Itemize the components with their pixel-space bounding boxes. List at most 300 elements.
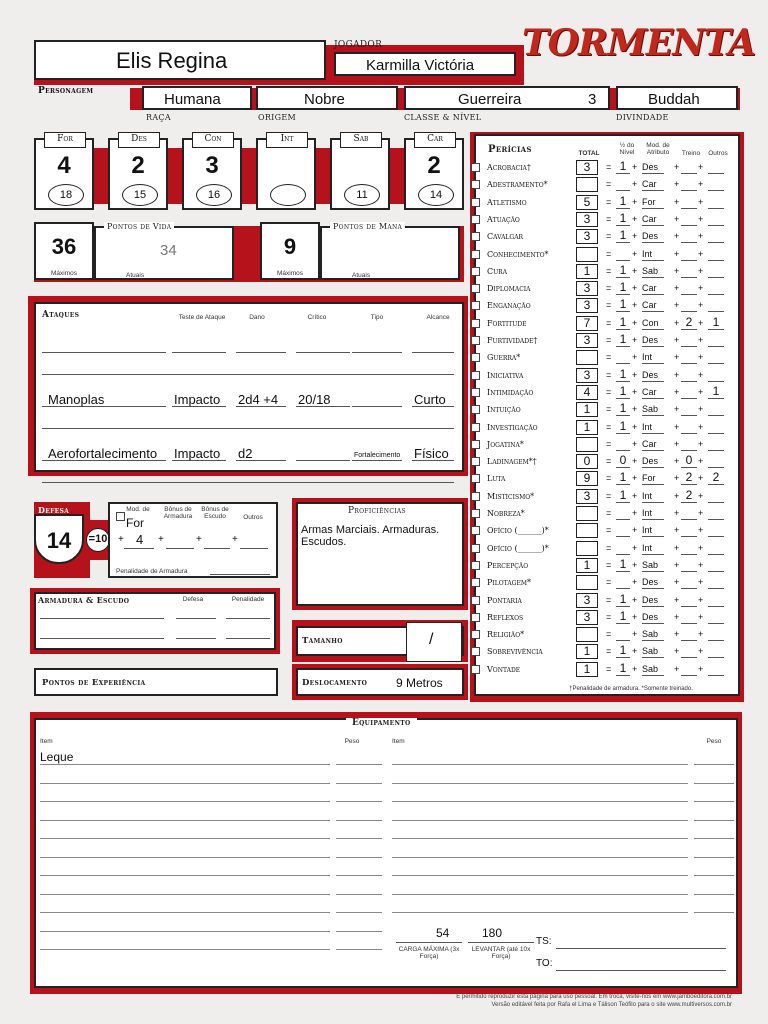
skill-equals: = — [606, 490, 612, 501]
skill-total[interactable] — [576, 627, 598, 642]
mp-label: Pontos de Mana — [330, 222, 405, 231]
skill-half-level[interactable]: 1 — [616, 333, 630, 347]
skill-others[interactable] — [708, 420, 724, 434]
equipment-right-line[interactable] — [392, 912, 688, 913]
equipment-right-line[interactable] — [392, 764, 688, 765]
skill-attribute[interactable]: Con — [642, 318, 664, 330]
skill-plus: + — [698, 386, 704, 397]
skill-attribute[interactable]: Sab — [642, 664, 664, 676]
equipment-right-weight-line[interactable] — [694, 783, 734, 784]
skill-half-level[interactable]: 1 — [616, 420, 630, 434]
skill-attribute[interactable]: Int — [642, 422, 664, 434]
attack-test[interactable]: Impacto — [174, 446, 221, 461]
skill-trained-checkbox[interactable] — [471, 198, 480, 207]
skill-training[interactable] — [681, 523, 697, 537]
attribute-score[interactable]: 15 — [122, 184, 158, 206]
skill-attribute[interactable]: Car — [642, 283, 664, 295]
skill-training[interactable] — [681, 420, 697, 434]
skill-trained-checkbox[interactable] — [471, 492, 480, 501]
skill-others[interactable] — [708, 558, 724, 572]
skill-half-level[interactable]: 1 — [616, 298, 630, 312]
skill-total[interactable] — [576, 506, 598, 521]
skill-half-level[interactable]: 1 — [616, 281, 630, 295]
equipment-left-weight-line[interactable] — [336, 912, 382, 913]
attack-range[interactable]: Físico — [414, 446, 449, 461]
attacks-col-damage: Dano — [249, 314, 265, 321]
skill-others[interactable] — [708, 454, 724, 468]
skill-trained-checkbox[interactable] — [471, 215, 480, 224]
equipment-right-line[interactable] — [392, 875, 688, 876]
skill-total[interactable]: 1 — [576, 558, 598, 573]
skill-others[interactable] — [708, 195, 724, 209]
skill-others[interactable] — [708, 229, 724, 243]
skill-half-level[interactable]: 0 — [616, 454, 630, 468]
skill-trained-checkbox[interactable] — [471, 509, 480, 518]
skill-total[interactable] — [576, 247, 598, 262]
skill-half-level[interactable] — [616, 523, 630, 537]
defense-box[interactable] — [34, 514, 84, 564]
skill-total[interactable]: 3 — [576, 489, 598, 504]
skill-plus: + — [632, 283, 638, 294]
skill-attribute[interactable]: Int — [642, 352, 664, 364]
skill-training[interactable]: 2 — [681, 489, 697, 503]
skill-total[interactable]: 3 — [576, 368, 598, 383]
skill-others[interactable] — [708, 264, 724, 278]
skill-training[interactable]: 2 — [681, 471, 697, 485]
skill-training[interactable] — [681, 264, 697, 278]
skill-plus: + — [674, 196, 680, 207]
skill-half-level[interactable]: 1 — [616, 264, 630, 278]
skill-half-level[interactable]: 1 — [616, 368, 630, 382]
attack-test[interactable]: Impacto — [174, 392, 221, 407]
skill-others[interactable] — [708, 575, 724, 589]
skill-trained-checkbox[interactable] — [471, 319, 480, 328]
skill-total[interactable]: 4 — [576, 385, 598, 400]
skill-total[interactable]: 3 — [576, 593, 598, 608]
skill-attribute[interactable]: Int — [642, 491, 664, 503]
movement-panel[interactable] — [296, 668, 464, 696]
skill-name: Enganação — [487, 301, 531, 311]
attribute-score[interactable]: 16 — [196, 184, 232, 206]
attack-field-line — [42, 352, 166, 353]
skill-total[interactable] — [576, 575, 598, 590]
skill-plus: + — [674, 629, 680, 640]
skill-trained-checkbox[interactable] — [471, 561, 480, 570]
armor-panel[interactable] — [34, 592, 276, 650]
equipment-right-line[interactable] — [392, 857, 688, 858]
skill-half-level[interactable]: 1 — [616, 471, 630, 485]
skill-attribute[interactable]: Int — [642, 508, 664, 520]
skill-training[interactable] — [681, 558, 697, 572]
equipment-left-line[interactable] — [40, 875, 330, 876]
skill-total[interactable]: 1 — [576, 402, 598, 417]
skill-trained-checkbox[interactable] — [471, 647, 480, 656]
skill-others[interactable] — [708, 489, 724, 503]
skill-plus: + — [632, 629, 638, 640]
origin-field[interactable] — [256, 86, 398, 110]
attribute-0[interactable] — [34, 134, 94, 210]
skill-training[interactable] — [681, 298, 697, 312]
skill-attribute[interactable]: For — [642, 197, 664, 209]
character-name-field[interactable] — [34, 40, 326, 80]
equipment-right-weight-line[interactable] — [694, 875, 734, 876]
attribute-1[interactable] — [108, 134, 168, 210]
skill-total[interactable]: 1 — [576, 420, 598, 435]
skill-training[interactable] — [681, 541, 697, 555]
skill-name: Sobrevivência — [487, 647, 543, 657]
skill-half-level[interactable] — [616, 541, 630, 555]
attribute-modifier: 2 — [131, 152, 145, 179]
race-field[interactable] — [142, 86, 252, 110]
attribute-3[interactable] — [256, 134, 316, 210]
equipment-right-line[interactable] — [392, 783, 688, 784]
skill-others[interactable]: 2 — [708, 471, 724, 485]
skill-plus: + — [698, 594, 704, 605]
skill-attribute[interactable]: For — [642, 473, 664, 485]
skill-training[interactable] — [681, 333, 697, 347]
skill-training[interactable] — [681, 437, 697, 451]
equipment-right-weight-line[interactable] — [694, 857, 734, 858]
equipment-left-line[interactable] — [40, 801, 330, 802]
skill-trained-checkbox[interactable] — [471, 596, 480, 605]
xp-panel[interactable] — [34, 668, 278, 696]
skill-others[interactable] — [708, 437, 724, 451]
equipment-right-line[interactable] — [392, 801, 688, 802]
attacks-panel — [34, 302, 464, 472]
skill-name: Atuação — [487, 214, 520, 224]
skill-half-level[interactable] — [616, 437, 630, 451]
skill-training[interactable] — [681, 402, 697, 416]
attribute-5[interactable] — [404, 134, 464, 210]
hp-max-label: Máximos — [50, 270, 77, 277]
skill-total[interactable] — [576, 350, 598, 365]
skill-others[interactable] — [708, 506, 724, 520]
attribute-4[interactable] — [330, 134, 390, 210]
skill-attribute[interactable]: Car — [642, 179, 664, 191]
skill-attribute[interactable]: Car — [642, 300, 664, 312]
equipment-left-weight-line[interactable] — [336, 801, 382, 802]
skill-attribute[interactable]: Des — [642, 370, 664, 382]
equipment-left-line[interactable] — [40, 764, 330, 765]
skill-training[interactable] — [681, 593, 697, 607]
skill-half-level[interactable]: 1 — [616, 489, 630, 503]
equipment-left-line[interactable] — [40, 949, 330, 950]
equipment-left-weight-line[interactable] — [336, 875, 382, 876]
attack-critical[interactable]: 20/18 — [298, 392, 331, 407]
equipment-right-weight-line[interactable] — [694, 801, 734, 802]
equipment-left-line[interactable] — [40, 894, 330, 895]
skill-trained-checkbox[interactable] — [471, 163, 480, 172]
skill-trained-checkbox[interactable] — [471, 665, 480, 674]
skill-others[interactable] — [708, 160, 724, 174]
skill-total[interactable]: 1 — [576, 264, 598, 279]
attribute-score[interactable] — [270, 184, 306, 206]
skill-training[interactable]: 2 — [681, 316, 697, 330]
skill-others[interactable]: 1 — [708, 385, 724, 399]
equipment-right-weight-line[interactable] — [694, 912, 734, 913]
skill-trained-checkbox[interactable] — [471, 526, 480, 535]
equipment-right-line[interactable] — [392, 838, 688, 839]
skill-trained-checkbox[interactable] — [471, 405, 480, 414]
attack-damage[interactable]: d2 — [238, 446, 253, 461]
skill-half-level[interactable] — [616, 247, 630, 261]
skill-half-level[interactable] — [616, 506, 630, 520]
skill-total[interactable] — [576, 541, 598, 556]
skill-plus: + — [698, 265, 704, 276]
skill-training[interactable] — [681, 662, 697, 676]
equipment-left-line[interactable] — [40, 912, 330, 913]
equipment-left-weight-line[interactable] — [336, 820, 382, 821]
skill-plus: + — [674, 508, 680, 518]
skill-attribute[interactable]: Des — [642, 612, 664, 624]
skill-plus: + — [674, 265, 680, 276]
skill-half-level[interactable] — [616, 627, 630, 641]
skill-others[interactable] — [708, 247, 724, 261]
skill-half-level[interactable]: 1 — [616, 195, 630, 209]
skill-trained-checkbox[interactable] — [471, 544, 480, 553]
skill-total[interactable]: 1 — [576, 644, 598, 659]
skill-training[interactable] — [681, 177, 697, 191]
skill-trained-checkbox[interactable] — [471, 474, 480, 483]
skill-total[interactable]: 0 — [576, 454, 598, 469]
skill-training[interactable] — [681, 281, 697, 295]
skill-total[interactable] — [576, 437, 598, 452]
skill-name: Pontaria — [487, 595, 522, 605]
skill-half-level[interactable]: 1 — [616, 212, 630, 226]
skill-half-level[interactable]: 1 — [616, 316, 630, 330]
size-panel[interactable] — [296, 626, 464, 656]
equipment-left-weight-line[interactable] — [336, 764, 382, 765]
attack-range[interactable]: Curto — [414, 392, 446, 407]
skill-others[interactable] — [708, 368, 724, 382]
skill-others[interactable] — [708, 350, 724, 364]
skill-training[interactable] — [681, 247, 697, 261]
skill-half-level[interactable]: 1 — [616, 558, 630, 572]
skill-total[interactable]: 5 — [576, 195, 598, 210]
attack-name[interactable]: Aerofortalecimento — [48, 446, 158, 461]
skill-trained-checkbox[interactable] — [471, 301, 480, 310]
skill-others[interactable] — [708, 644, 724, 658]
skill-others[interactable] — [708, 333, 724, 347]
skill-attribute[interactable]: Sab — [642, 560, 664, 572]
skill-trained-checkbox[interactable] — [471, 284, 480, 293]
skill-equals: = — [606, 265, 612, 276]
equipment-left-line[interactable] — [40, 838, 330, 839]
skill-trained-checkbox[interactable] — [471, 457, 480, 466]
skill-trained-checkbox[interactable] — [471, 578, 480, 587]
movement-label: Deslocamento — [302, 678, 368, 688]
size-value-box[interactable] — [406, 622, 462, 662]
skill-training[interactable]: 0 — [681, 454, 697, 468]
hp-max-box[interactable] — [34, 222, 94, 280]
skill-total[interactable]: 3 — [576, 333, 598, 348]
skill-training[interactable] — [681, 229, 697, 243]
skill-attribute[interactable]: Int — [642, 525, 664, 537]
attribute-score[interactable]: 18 — [48, 184, 84, 206]
equipment-left-weight-line[interactable] — [336, 783, 382, 784]
attribute-score[interactable]: 14 — [418, 184, 454, 206]
skill-attribute[interactable]: Sab — [642, 266, 664, 278]
skill-total[interactable]: 3 — [576, 229, 598, 244]
skill-half-level[interactable]: 1 — [616, 610, 630, 624]
skill-others[interactable] — [708, 177, 724, 191]
skill-total[interactable]: 1 — [576, 662, 598, 677]
skill-others[interactable] — [708, 402, 724, 416]
skill-attribute[interactable]: Des — [642, 595, 664, 607]
skill-half-level[interactable]: 1 — [616, 662, 630, 676]
skill-row — [470, 609, 742, 626]
skills-col-total: TOTAL — [578, 150, 600, 157]
skill-trained-checkbox[interactable] — [471, 440, 480, 449]
equipment-left-line[interactable] — [40, 783, 330, 784]
skill-training[interactable] — [681, 644, 697, 658]
size-value: / — [429, 631, 434, 648]
skill-total[interactable]: 3 — [576, 160, 598, 175]
skill-half-level[interactable]: 1 — [616, 160, 630, 174]
skill-trained-checkbox[interactable] — [471, 630, 480, 639]
skill-total[interactable]: 3 — [576, 610, 598, 625]
player-name-field[interactable] — [334, 52, 516, 76]
defense-checkbox[interactable] — [116, 512, 125, 521]
skill-others[interactable] — [708, 662, 724, 676]
skill-trained-checkbox[interactable] — [471, 371, 480, 380]
skill-trained-checkbox[interactable] — [471, 423, 480, 432]
equipment-left-weight-line[interactable] — [336, 931, 382, 932]
proficiency-text: Armas Marciais. Armaduras. Escudos. — [301, 524, 440, 548]
skill-attribute[interactable]: Des — [642, 577, 664, 589]
skill-others[interactable]: 1 — [708, 316, 724, 330]
skill-half-level[interactable] — [616, 575, 630, 589]
skill-total[interactable]: 7 — [576, 316, 598, 331]
skill-others[interactable] — [708, 593, 724, 607]
skill-training[interactable] — [681, 195, 697, 209]
equipment-right-weight-line[interactable] — [694, 838, 734, 839]
skill-training[interactable] — [681, 368, 697, 382]
attack-type[interactable]: Fortalecimento — [354, 452, 401, 459]
skill-row — [470, 401, 742, 418]
skill-half-level[interactable]: 1 — [616, 644, 630, 658]
skill-total[interactable]: 3 — [576, 212, 598, 227]
skill-training[interactable] — [681, 385, 697, 399]
skill-trained-checkbox[interactable] — [471, 232, 480, 241]
skill-total[interactable] — [576, 177, 598, 192]
skill-others[interactable] — [708, 541, 724, 555]
skill-attribute[interactable]: Int — [642, 543, 664, 555]
skill-half-level[interactable]: 1 — [616, 385, 630, 399]
equipment-right-weight-line[interactable] — [694, 764, 734, 765]
attack-name[interactable]: Manoplas — [48, 392, 105, 407]
skill-half-level[interactable] — [616, 350, 630, 364]
skill-name: Misticismo* — [487, 491, 535, 501]
equipment-left-line[interactable] — [40, 820, 330, 821]
equipment-left-line[interactable] — [40, 857, 330, 858]
skill-trained-checkbox[interactable] — [471, 180, 480, 189]
skill-others[interactable] — [708, 281, 724, 295]
attribute-2[interactable] — [182, 134, 242, 210]
skill-half-level[interactable] — [616, 177, 630, 191]
skill-attribute[interactable]: Int — [642, 249, 664, 261]
equipment-left-weight-line[interactable] — [336, 949, 382, 950]
hp-max: 36 — [51, 234, 77, 259]
skill-others[interactable] — [708, 627, 724, 641]
attribute-modifier: 4 — [57, 152, 71, 179]
equipment-left-weight-line[interactable] — [336, 857, 382, 858]
skill-total[interactable]: 3 — [576, 281, 598, 296]
skill-name: Reflexos — [487, 612, 524, 622]
skill-total[interactable]: 3 — [576, 298, 598, 313]
skill-trained-checkbox[interactable] — [471, 353, 480, 362]
skill-attribute[interactable]: Des — [642, 456, 664, 468]
equipment-right-weight-line[interactable] — [694, 820, 734, 821]
skill-row — [470, 592, 742, 609]
skill-trained-checkbox[interactable] — [471, 336, 480, 345]
skill-plus: + — [632, 386, 638, 397]
proficiency-panel[interactable] — [296, 502, 464, 606]
equipment-col-item-right: Item — [392, 738, 405, 745]
skill-attribute[interactable]: Sab — [642, 646, 664, 658]
skill-attribute[interactable]: Sab — [642, 404, 664, 416]
attack-field-line — [352, 460, 402, 461]
skill-half-level[interactable]: 1 — [616, 402, 630, 416]
attribute-score[interactable]: 11 — [344, 184, 380, 206]
skill-attribute[interactable]: Car — [642, 439, 664, 451]
label-divindade: DIVINDADE — [616, 113, 669, 122]
skill-attribute[interactable]: Des — [642, 231, 664, 243]
skill-others[interactable] — [708, 212, 724, 226]
skill-total[interactable]: 9 — [576, 471, 598, 486]
skill-training[interactable] — [681, 575, 697, 589]
equipment-left-line[interactable] — [40, 931, 330, 932]
skills-col-mod: Mod. de Atributo — [646, 142, 670, 156]
hp-current-box[interactable] — [94, 222, 234, 280]
skill-others[interactable] — [708, 610, 724, 624]
skill-half-level[interactable]: 1 — [616, 593, 630, 607]
attack-damage[interactable]: 2d4 +4 — [238, 392, 279, 407]
equipment-right-line[interactable] — [392, 820, 688, 821]
skill-trained-checkbox[interactable] — [471, 388, 480, 397]
equipment-right-weight-line[interactable] — [694, 894, 734, 895]
equipment-left-weight-line[interactable] — [336, 894, 382, 895]
skill-attribute[interactable]: Car — [642, 387, 664, 399]
skill-training[interactable] — [681, 610, 697, 624]
skill-others[interactable] — [708, 523, 724, 537]
skill-name: Furtividade† — [487, 336, 538, 345]
skill-training[interactable] — [681, 506, 697, 520]
class-field[interactable] — [404, 86, 610, 110]
skill-attribute[interactable]: Car — [642, 214, 664, 226]
mp-max-box[interactable] — [260, 222, 320, 280]
skill-trained-checkbox[interactable] — [471, 267, 480, 276]
skill-attribute[interactable]: Des — [642, 162, 664, 174]
skill-attribute[interactable]: Des — [642, 335, 664, 347]
skill-total[interactable] — [576, 523, 598, 538]
skill-training[interactable] — [681, 212, 697, 226]
skill-attribute[interactable]: Sab — [642, 629, 664, 641]
skill-training[interactable] — [681, 160, 697, 174]
equipment-right-line[interactable] — [392, 894, 688, 895]
hp-label: Pontos de Vida — [104, 222, 174, 231]
skill-training[interactable] — [681, 627, 697, 641]
deity-field[interactable] — [616, 86, 738, 110]
skill-trained-checkbox[interactable] — [471, 250, 480, 259]
mp-current-box[interactable] — [320, 222, 460, 280]
skill-half-level[interactable]: 1 — [616, 229, 630, 243]
skill-trained-checkbox[interactable] — [471, 613, 480, 622]
skill-name: Nobreza* — [487, 509, 525, 518]
skill-others[interactable] — [708, 298, 724, 312]
equipment-left-weight-line[interactable] — [336, 838, 382, 839]
skill-training[interactable] — [681, 350, 697, 364]
